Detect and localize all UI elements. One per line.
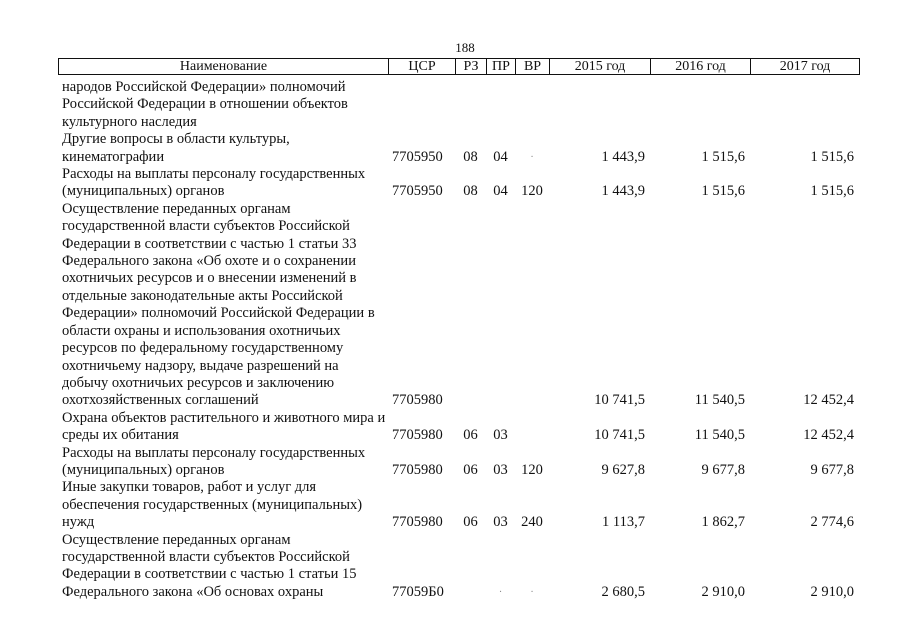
row-csr: 7705980: [392, 427, 443, 444]
table-row: [58, 201, 859, 410]
row-2016: 1 515,6: [701, 148, 745, 165]
row-2016: 1 515,6: [701, 183, 745, 200]
row-2017: 1 515,6: [810, 148, 854, 165]
row-2016: 1 862,7: [701, 514, 745, 531]
column-header-2015: 2015 год: [550, 59, 651, 75]
column-header-pr: ПР: [487, 59, 516, 75]
row-2017: 2 910,0: [810, 583, 854, 600]
table-row: [58, 532, 859, 602]
row-csr: 7705980: [392, 514, 443, 531]
column-header-2017: 2017 год: [751, 59, 860, 75]
row-pr: [486, 201, 515, 410]
row-pr: 03: [493, 427, 508, 444]
row-name: Осуществление переданных органам государственной власти субъектов Российской Федерации в соответствии с частью 1 статьи 15 Федерального закона «Об основах охраны: [62, 531, 357, 600]
row-2015: 1 443,9: [601, 148, 645, 165]
row-2015: 1 443,9: [601, 183, 645, 200]
row-pr: 03: [493, 514, 508, 531]
row-vr: ·: [530, 151, 534, 163]
row-rz: 08: [463, 183, 478, 200]
row-pr: ·: [498, 586, 503, 598]
table-row: [58, 445, 859, 480]
column-header-name: Наименование: [59, 59, 389, 75]
row-2017: 12 452,4: [803, 392, 854, 409]
row-2015: 9 627,8: [601, 461, 645, 478]
page-number: 188: [455, 40, 475, 55]
row-vr: [515, 79, 549, 131]
row-2016: 11 540,5: [694, 427, 745, 444]
column-header-rz: РЗ: [456, 59, 487, 75]
table-row: [58, 410, 859, 445]
row-csr: 7705980: [392, 392, 443, 409]
table-row: [58, 79, 859, 131]
row-rz: [455, 79, 486, 131]
row-2015: [549, 79, 650, 131]
row-2016: 11 540,5: [694, 392, 745, 409]
row-vr: 120: [521, 461, 543, 478]
row-2015: 10 741,5: [594, 392, 645, 409]
row-2017: 12 452,4: [803, 427, 854, 444]
row-2017: 2 774,6: [810, 514, 854, 531]
row-rz: 06: [463, 514, 478, 531]
row-vr: 120: [521, 183, 543, 200]
row-name: Осуществление переданных органам государственной власти субъектов Российской Федерации в соответствии с частью 1 статьи 33 Федерального закона «Об охоте и о сохранении охотничьих ресурсов и о внесении изменений в отдельные законодательные акты Российской Федерации» полномочий Российской Федерации в области охраны и использования охотничьих ресурсов по федеральному государственному охотничьему надзору, выдаче разрешений на добычу охотничьих ресурсов и заключению охотхозяйственных соглашений: [62, 200, 375, 409]
row-name: Расходы на выплаты персоналу государственных (муниципальных) органов: [62, 166, 366, 200]
row-2016: 9 677,8: [701, 461, 745, 478]
row-name: Иные закупки товаров, работ и услуг для обеспечения государственных (муниципальных) нужд: [62, 479, 363, 531]
row-2016: [650, 79, 750, 131]
column-header-vr: ВР: [516, 59, 550, 75]
row-2017: [750, 79, 859, 131]
row-2015: 1 113,7: [602, 514, 645, 531]
row-csr: 7705980: [392, 461, 443, 478]
row-2016: 2 910,0: [701, 583, 745, 600]
row-2015: 2 680,5: [601, 583, 645, 600]
row-name: Другие вопросы в области культуры, кинематографии: [62, 131, 290, 165]
column-header-csr: ЦСР: [389, 59, 456, 75]
row-rz: 06: [463, 427, 478, 444]
row-pr: [486, 79, 515, 131]
row-rz: [455, 532, 486, 602]
row-name: Охрана объектов растительного и животного мира и среды их обитания: [62, 409, 386, 444]
row-vr: ·: [530, 586, 534, 598]
row-vr: [515, 201, 549, 410]
row-rz: [455, 201, 486, 410]
budget-table: [58, 79, 859, 601]
table-row: [58, 131, 859, 166]
table-row: [58, 166, 859, 201]
row-pr: 03: [493, 461, 508, 478]
row-2017: 9 677,8: [810, 461, 854, 478]
column-header-2016: 2016 год: [651, 59, 751, 75]
row-rz: 08: [463, 148, 478, 165]
row-csr: 77059Б0: [392, 583, 444, 600]
row-name: Расходы на выплаты персоналу государственных (муниципальных) органов: [62, 444, 366, 478]
row-2017: 1 515,6: [810, 183, 854, 200]
row-csr: 7705950: [392, 148, 443, 165]
row-2015: 10 741,5: [594, 427, 645, 444]
row-rz: 06: [463, 461, 478, 478]
row-vr: 240: [521, 514, 543, 531]
row-csr: [388, 79, 455, 131]
row-csr: 7705950: [392, 183, 443, 200]
row-pr: 04: [493, 183, 508, 200]
table-row: [58, 479, 859, 531]
row-pr: 04: [493, 148, 508, 165]
table-header: [58, 58, 860, 75]
row-name: народов Российской Федерации» полномочий Российской Федерации в отношении объектов культурного наследия: [62, 79, 348, 130]
row-vr: [515, 410, 549, 445]
